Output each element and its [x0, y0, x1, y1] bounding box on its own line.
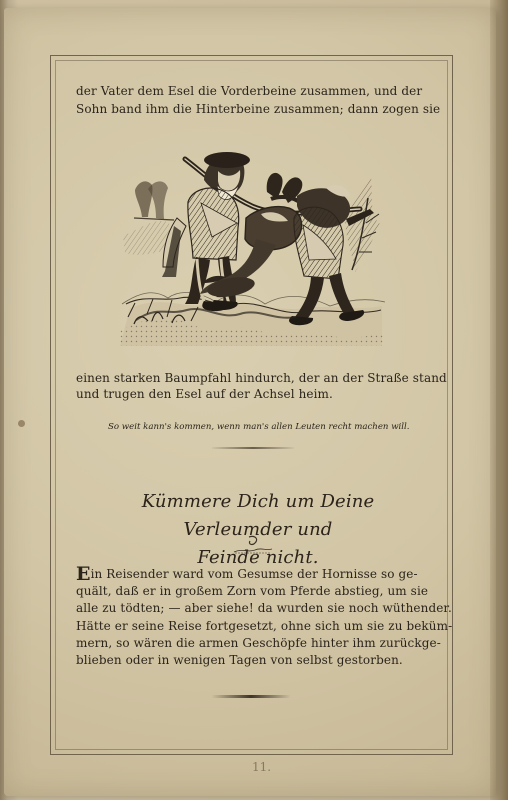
drop-initial: E	[76, 563, 91, 585]
moral-line: So weit kann's kommen, wenn man's allen Leuten recht machen will.	[108, 421, 410, 432]
body-line	[76, 563, 418, 585]
page-number: 11.	[252, 760, 272, 774]
body-line-text: in Reisender ward vom Gesumse der Hornisse so ge-	[90, 567, 418, 581]
story-title-line: Feinde nicht.	[197, 547, 319, 568]
page-text-line: und trugen den Esel auf der Achsel heim.	[76, 387, 333, 401]
page-text-line: Sohn band ihm die Hinterbeine zusammen; dann zogen sie	[76, 102, 441, 116]
paper-mark	[18, 420, 25, 427]
body-line: mern, so wären die armen Geschöpfe hinter ihm zurückge-	[76, 636, 441, 650]
page-edge-shadow	[490, 0, 508, 800]
body-line: alle zu tödten; — aber siehe! da wurden sie noch wüthender.	[76, 601, 452, 615]
story-title-line: Kümmere Dich um Deine Verleumder und	[141, 491, 375, 540]
page-text-line: einen starken Baumpfahl hindurch, der an der Straße stand	[76, 371, 447, 385]
story-title	[86, 488, 430, 572]
body-line: blieben oder in wenigen Tagen von selbst gestorben.	[76, 653, 403, 667]
body-line: Hätte er seine Reise fortgesetzt, ohne sich um sie zu beküm-	[76, 619, 453, 633]
body-line: quält, daß er in großem Zorn vom Pferde abstieg, um sie	[76, 584, 429, 598]
title-ornament-icon	[230, 534, 275, 556]
section-divider	[212, 447, 294, 449]
bottom-rule	[212, 695, 290, 698]
donkey-illustration	[120, 140, 385, 346]
page-text-line: der Vater dem Esel die Vorderbeine zusammen, und der	[76, 84, 423, 98]
